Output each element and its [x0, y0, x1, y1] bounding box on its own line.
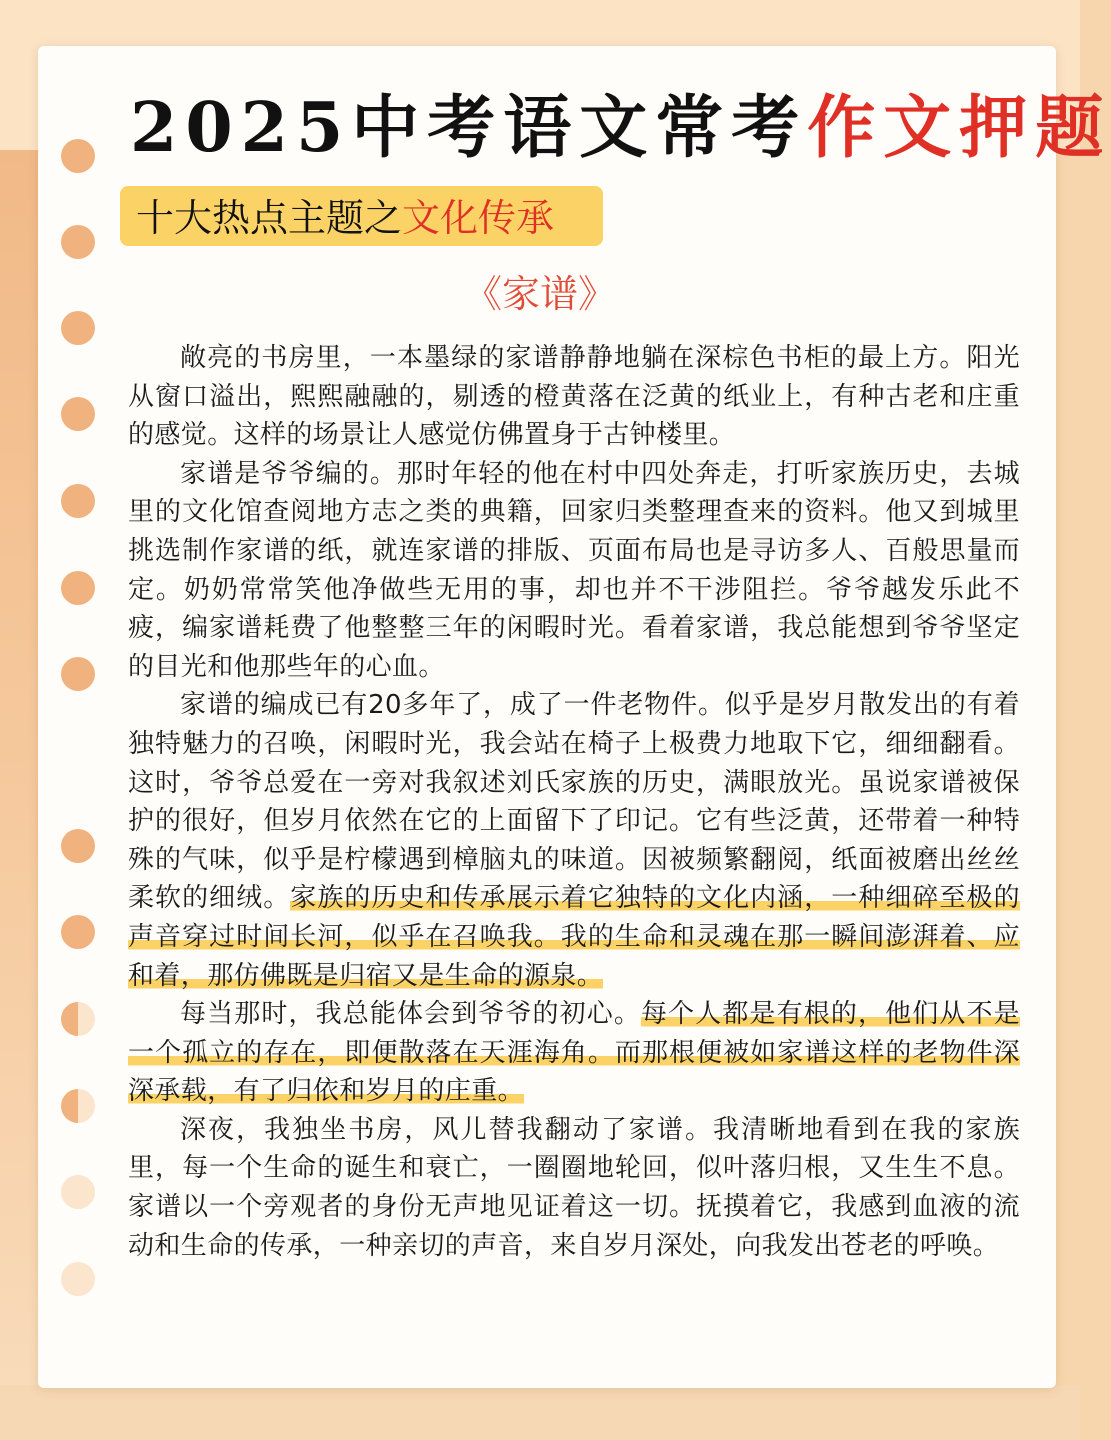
essay-paragraph-4	[128, 995, 1020, 1111]
paragraph-4-text: 每当那时，我总能体会到爷爷的初心。	[180, 999, 642, 1030]
paragraph-3-text: 家谱的编成已有20多年了，成了一件老物件。似乎是岁月散发出的有着独特魅力的召唤，闲暇时光，我会站在椅子上极费力地取下它，细细翻看。这时，爷爷总爱在一旁对我叙述刘氏家族的历史，满眼放光。虽说家谱被保护的很好，但岁月依然在它的上面留下了印记。它有些泛黄，还带着一种特殊的气味，似乎是柠檬遇到樟脑丸的味道。因被频繁翻阅，纸面被磨出丝丝柔软的细绒。	[128, 690, 1020, 914]
subtitle-highlight: 文化传承	[402, 196, 555, 240]
essay-paragraph-5: 深夜，我独坐书房，风儿替我翻动了家谱。我清晰地看到在我的家族里，每一个生命的诞生和衰亡，一圈圈地轮回，似叶落归根，又生生不息。家谱以一个旁观者的身份无声地见证着这一切。抚摸着它，我感到血液的流动和生命的传承，一种亲切的声音，来自岁月深处，向我发出苍老的呼唤。	[128, 1114, 1020, 1261]
paragraph-3-highlight: 家族的历史和传承展示着它独特的文化内涵，一种细碎至极的声音穿过时间长河，似乎在召唤我。我的生命和灵魂在那一瞬间澎湃着、应和着，那仿佛既是归宿又是生命的源泉。	[128, 883, 1020, 991]
binder-hole-icon	[61, 484, 95, 518]
subtitle	[136, 188, 554, 248]
binder-hole-icon	[61, 915, 95, 949]
essay-paragraph-3	[128, 686, 1020, 995]
paragraph-4-highlight: 每个人都是有根的，他们从不是一个孤立的存在，即便散落在天涯海角。而那根便被如家谱这样的老物件深深承载，有了归依和岁月的庄重。	[128, 999, 1020, 1107]
binder-hole-icon	[61, 657, 95, 691]
background-bottom	[0, 1385, 1080, 1440]
binder-hole-icon	[61, 829, 95, 863]
binder-hole-icon	[61, 571, 95, 605]
binder-hole-icon	[61, 1175, 95, 1209]
essay-paragraph-2: 家谱是爷爷编的。那时年轻的他在村中四处奔走，打听家族历史，去城里的文化馆查阅地方志之类的典籍，回家归类整理查来的资料。他又到城里挑选制作家谱的纸，就连家谱的排版、页面布局也是寻访多人、百般思量而定。奶奶常常笑他净做些无用的事，却也并不干涉阻拦。爷爷越发乐此不疲，编家谱耗费了他整整三年的闲暇时光。看着家谱，我总能想到爷爷坚定的目光和他那些年的心血。	[128, 458, 1020, 682]
page-title-plain: 2025中考语文常考	[130, 88, 808, 168]
binder-hole-icon	[61, 1262, 95, 1296]
subtitle-plain: 十大热点主题之	[136, 196, 403, 240]
binder-hole-icon	[61, 139, 95, 173]
binder-hole-icon	[61, 1089, 95, 1123]
binder-hole-icon	[61, 397, 95, 431]
page-title-highlight: 作文押题	[807, 88, 1111, 168]
binder-hole-icon	[61, 225, 95, 259]
page-title	[130, 78, 1111, 178]
essay-body	[128, 339, 1020, 1265]
essay-title: 《家谱》	[463, 272, 616, 316]
essay-paragraph-1: 敞亮的书房里，一本墨绿的家谱静静地躺在深棕色书柜的最上方。阳光从窗口溢出，熙熙融融的，剔透的橙黄落在泛黄的纸业上，有种古老和庄重的感觉。这样的场景让人感觉仿佛置身于古钟楼里。	[128, 343, 1020, 451]
binder-hole-icon	[61, 1002, 95, 1036]
